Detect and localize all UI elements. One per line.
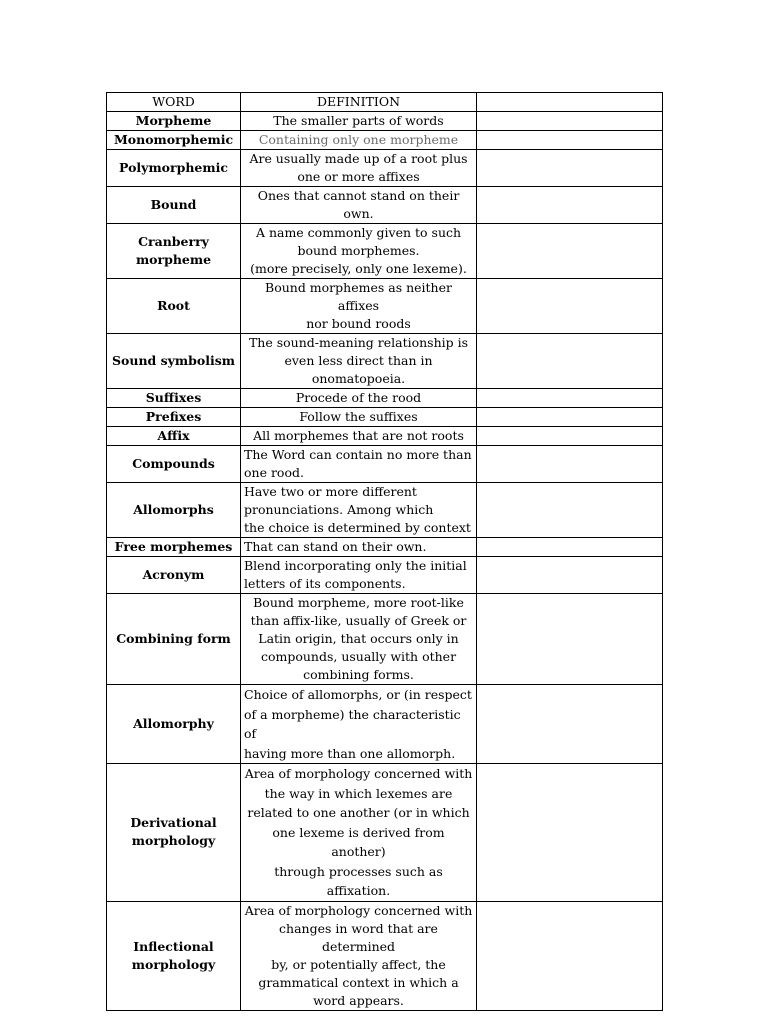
definition-cell: Containing only one morpheme <box>241 131 477 150</box>
definition-cell: The smaller parts of words <box>241 112 477 131</box>
empty-cell <box>477 685 663 764</box>
table-row <box>107 334 663 389</box>
definition-cell: Bound morphemes as neither affixes nor bound roods <box>241 279 477 334</box>
term-cell: Sound symbolism <box>107 334 241 389</box>
definition-cell: Bound morpheme, more root-like than affix-like, usually of Greek or Latin origin, that occurs only in compounds, usually with other combining forms. <box>241 594 477 685</box>
definition-cell: The sound-meaning relationship is even less direct than in onomatopoeia. <box>241 334 477 389</box>
empty-cell <box>477 557 663 594</box>
empty-cell <box>477 131 663 150</box>
definition-cell: Area of morphology concerned with the way in which lexemes are related to one another (or in which one lexeme is derived from another) through processes such as affixation. <box>241 764 477 902</box>
table-row <box>107 446 663 483</box>
empty-cell <box>477 389 663 408</box>
table-row <box>107 483 663 538</box>
term-cell: Prefixes <box>107 408 241 427</box>
table-row <box>107 187 663 224</box>
term-cell: Polymorphemic <box>107 150 241 187</box>
term-cell: Allomorphy <box>107 685 241 764</box>
definition-cell: Choice of allomorphs, or (in respect of a morpheme) the characteristic of having more than one allomorph. <box>241 685 477 764</box>
term-cell: Bound <box>107 187 241 224</box>
table-row <box>107 131 663 150</box>
definition-cell: Blend incorporating only the initial letters of its components. <box>241 557 477 594</box>
table-row <box>107 389 663 408</box>
term-cell: Combining form <box>107 594 241 685</box>
table-row <box>107 685 663 764</box>
glossary-table <box>106 92 663 1011</box>
definition-cell: A name commonly given to such bound morphemes. (more precisely, only one lexeme). <box>241 224 477 279</box>
definition-cell: That can stand on their own. <box>241 538 477 557</box>
empty-cell <box>477 334 663 389</box>
empty-cell <box>477 538 663 557</box>
empty-cell <box>477 594 663 685</box>
empty-cell <box>477 150 663 187</box>
table-row <box>107 901 663 1010</box>
empty-cell <box>477 408 663 427</box>
definition-cell: Procede of the rood <box>241 389 477 408</box>
empty-cell <box>477 483 663 538</box>
table-row <box>107 112 663 131</box>
term-cell: Inflectional morphology <box>107 901 241 1010</box>
table-row <box>107 538 663 557</box>
definition-cell: Are usually made up of a root plus one or more affixes <box>241 150 477 187</box>
definition-cell: Ones that cannot stand on their own. <box>241 187 477 224</box>
definition-cell: The Word can contain no more than one rood. <box>241 446 477 483</box>
header-blank <box>477 93 663 112</box>
term-cell: Acronym <box>107 557 241 594</box>
definition-cell: Follow the suffixes <box>241 408 477 427</box>
term-cell: Morpheme <box>107 112 241 131</box>
term-cell: Cranberry morpheme <box>107 224 241 279</box>
table-row <box>107 224 663 279</box>
term-cell: Free morphemes <box>107 538 241 557</box>
table-row <box>107 594 663 685</box>
empty-cell <box>477 112 663 131</box>
definition-cell: Have two or more different pronunciations. Among which the choice is determined by context <box>241 483 477 538</box>
empty-cell <box>477 279 663 334</box>
definition-cell: Area of morphology concerned with changes in word that are determined by, or potentially affect, the grammatical context in which a word appears. <box>241 901 477 1010</box>
term-cell: Compounds <box>107 446 241 483</box>
term-cell: Allomorphs <box>107 483 241 538</box>
header-row <box>107 93 663 112</box>
term-cell: Suffixes <box>107 389 241 408</box>
header-word: WORD <box>107 93 241 112</box>
term-cell: Affix <box>107 427 241 446</box>
term-cell: Derivational morphology <box>107 764 241 902</box>
table-row <box>107 427 663 446</box>
term-cell: Monomorphemic <box>107 131 241 150</box>
empty-cell <box>477 224 663 279</box>
table-row <box>107 408 663 427</box>
header-definition: DEFINITION <box>241 93 477 112</box>
table-row <box>107 279 663 334</box>
empty-cell <box>477 446 663 483</box>
table-row <box>107 557 663 594</box>
term-cell: Root <box>107 279 241 334</box>
empty-cell <box>477 901 663 1010</box>
table-row <box>107 764 663 902</box>
empty-cell <box>477 764 663 902</box>
table-row <box>107 150 663 187</box>
empty-cell <box>477 187 663 224</box>
definition-cell: All morphemes that are not roots <box>241 427 477 446</box>
empty-cell <box>477 427 663 446</box>
